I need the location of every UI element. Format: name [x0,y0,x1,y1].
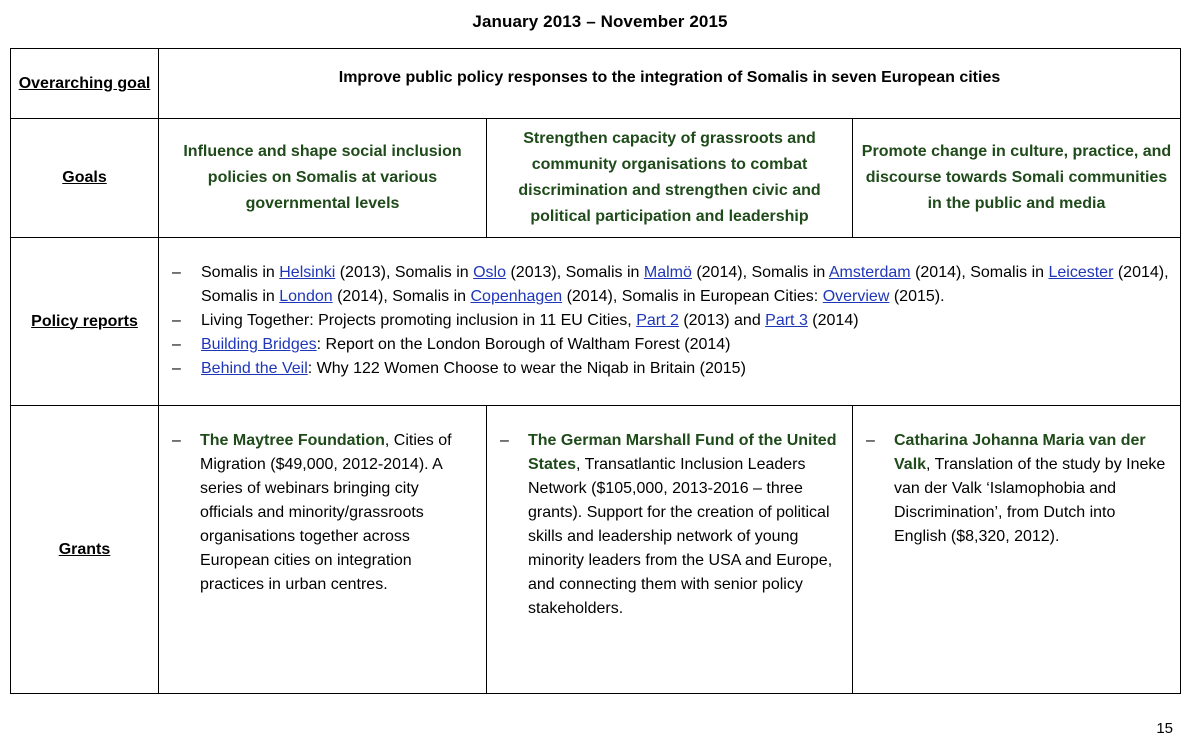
strategy-table [10,48,1181,694]
policy-report-building-bridges: – Building Bridges: Report on the London Borough of Waltham Forest (2014) [159,333,1172,357]
grant-3-text: , Translation of the study by Ineke van der Valk ‘Islamophobia and Discrimination’, from Dutch into English ($8,320, 2012). [894,456,1166,545]
link-london[interactable]: London [279,288,333,305]
grant-1-org: The Maytree Foundation [200,432,385,449]
grant-1 [159,406,487,694]
link-malmo[interactable]: Malmö [643,264,692,281]
goals-row [11,119,1181,238]
grants-row [11,406,1181,694]
page-number: 15 [1156,720,1173,737]
grant-2 [487,406,853,694]
link-behind-the-veil[interactable]: Behind the Veil [201,360,308,377]
goals-label: Goals [11,119,159,238]
overarching-goal-row [11,49,1181,119]
policy-reports-list-cell [159,238,1181,406]
policy-report-behind-the-veil: – Behind the Veil: Why 122 Women Choose to wear the Niqab in Britain (2015) [159,357,1172,381]
policy-reports-row [11,238,1181,406]
link-part-3[interactable]: Part 3 [765,312,808,329]
link-helsinki[interactable]: Helsinki [279,264,336,281]
policy-reports-label: Policy reports [11,238,159,406]
grant-2-org: The German Marshall Fund of the United States [528,432,837,473]
goal-3: Promote change in culture, practice, and discourse towards Somali communities in the public and media [853,119,1181,238]
link-amsterdam[interactable]: Amsterdam [828,264,911,281]
goal-2: Strengthen capacity of grassroots and community organisations to combat discrimination and strengthen civic and political participation and leadership [487,119,853,238]
link-leicester[interactable]: Leicester [1048,264,1114,281]
link-part-2[interactable]: Part 2 [636,312,679,329]
grants-label: Grants [11,406,159,694]
link-oslo[interactable]: Oslo [473,264,507,281]
overarching-goal-text: Improve public policy responses to the integration of Somalis in seven European cities [159,49,1181,119]
link-building-bridges[interactable]: Building Bridges [201,336,317,353]
page-title: January 2013 – November 2015 [472,12,728,31]
policy-reports-list [159,261,1172,381]
link-copenhagen[interactable]: Copenhagen [470,288,563,305]
grant-3 [853,406,1181,694]
link-overview[interactable]: Overview [822,288,890,305]
goal-1: Influence and shape social inclusion policies on Somalis at various governmental levels [159,119,487,238]
policy-report-somalis-cities: – Somalis in Helsinki (2013), Somalis in Oslo (2013), Somalis in Malmö (2014), Somalis in Amsterdam (2014), Somalis in Leicester (2014), Somalis in London (2014), Somalis in Copenhagen (2014), Somalis in European Cities: Overview (2015). [159,261,1172,309]
policy-report-living-together: – Living Together: Projects promoting inclusion in 11 EU Cities, Part 2 (2013) and Part 3 (2014) [159,309,1172,333]
overarching-goal-label: Overarching goal [11,49,159,119]
grant-3-org: Catharina Johanna Maria van der Valk [894,432,1146,473]
grant-1-text: , Cities of Migration ($49,000, 2012-2014). A series of webinars bringing city officials and minority/grassroots organisations together across European cities on integration practices in urban centres. [200,432,452,593]
grant-2-text: , Transatlantic Inclusion Leaders Network ($105,000, 2013-2016 – three grants). Support for the creation of political skills and leadership network of young minority leaders from the USA and Europe, and connecting them with senior policy stakeholders. [528,456,833,617]
